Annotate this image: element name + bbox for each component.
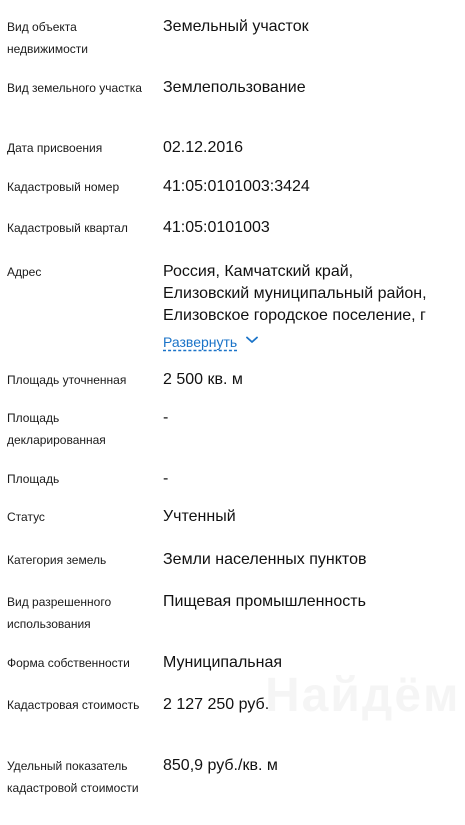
- row-value: Муниципальная: [163, 654, 283, 671]
- row-label: Адрес: [7, 265, 42, 279]
- row-value: 41:05:0101003:3424: [163, 178, 310, 195]
- row-value: 850,9 руб./кв. м: [163, 757, 278, 774]
- row-value: -: [163, 470, 169, 487]
- row-value: -: [163, 409, 169, 426]
- row-label: Категория земель: [7, 553, 107, 567]
- row-label: Форма собственности: [7, 656, 130, 670]
- row-value: 2 500 кв. м: [163, 371, 243, 388]
- row-value: Учтенный: [163, 508, 236, 525]
- row-label: Дата присвоения: [7, 141, 103, 155]
- row-label: Площадь уточненная: [7, 373, 127, 387]
- row-label: Кадастровый квартал: [7, 221, 128, 235]
- expand-address-link[interactable]: Развернуть: [163, 334, 238, 350]
- row-label: Вид земельного участка: [7, 81, 142, 95]
- address-line: Елизовский муниципальный район,: [163, 285, 427, 302]
- row-label: Вид объекта недвижимости: [7, 20, 88, 56]
- row-label: Кадастровый номер: [7, 180, 120, 194]
- address-line: Елизовское городское поселение, г: [163, 307, 426, 324]
- row-value: Земли населенных пунктов: [163, 551, 367, 568]
- address-line: Россия, Камчатский край,: [163, 263, 354, 280]
- row-label: Кадастровая стоимость: [7, 698, 140, 712]
- row-label: Площадь декларированная: [7, 411, 106, 447]
- row-label: Удельный показатель кадастровой стоимости: [7, 759, 139, 795]
- row-value: Пищевая промышленность: [163, 593, 366, 610]
- chevron-down-icon[interactable]: [246, 336, 258, 344]
- row-value: 02.12.2016: [163, 139, 244, 156]
- row-label: Вид разрешенного использования: [7, 595, 112, 631]
- row-value: 41:05:0101003: [163, 219, 270, 236]
- row-value: 2 127 250 руб.: [163, 696, 270, 713]
- row-label: Площадь: [7, 472, 60, 486]
- row-value: Земельный участок: [163, 18, 309, 35]
- row-value: Землепользование: [163, 79, 306, 96]
- address-value: [163, 261, 463, 327]
- row-label: Статус: [7, 510, 45, 524]
